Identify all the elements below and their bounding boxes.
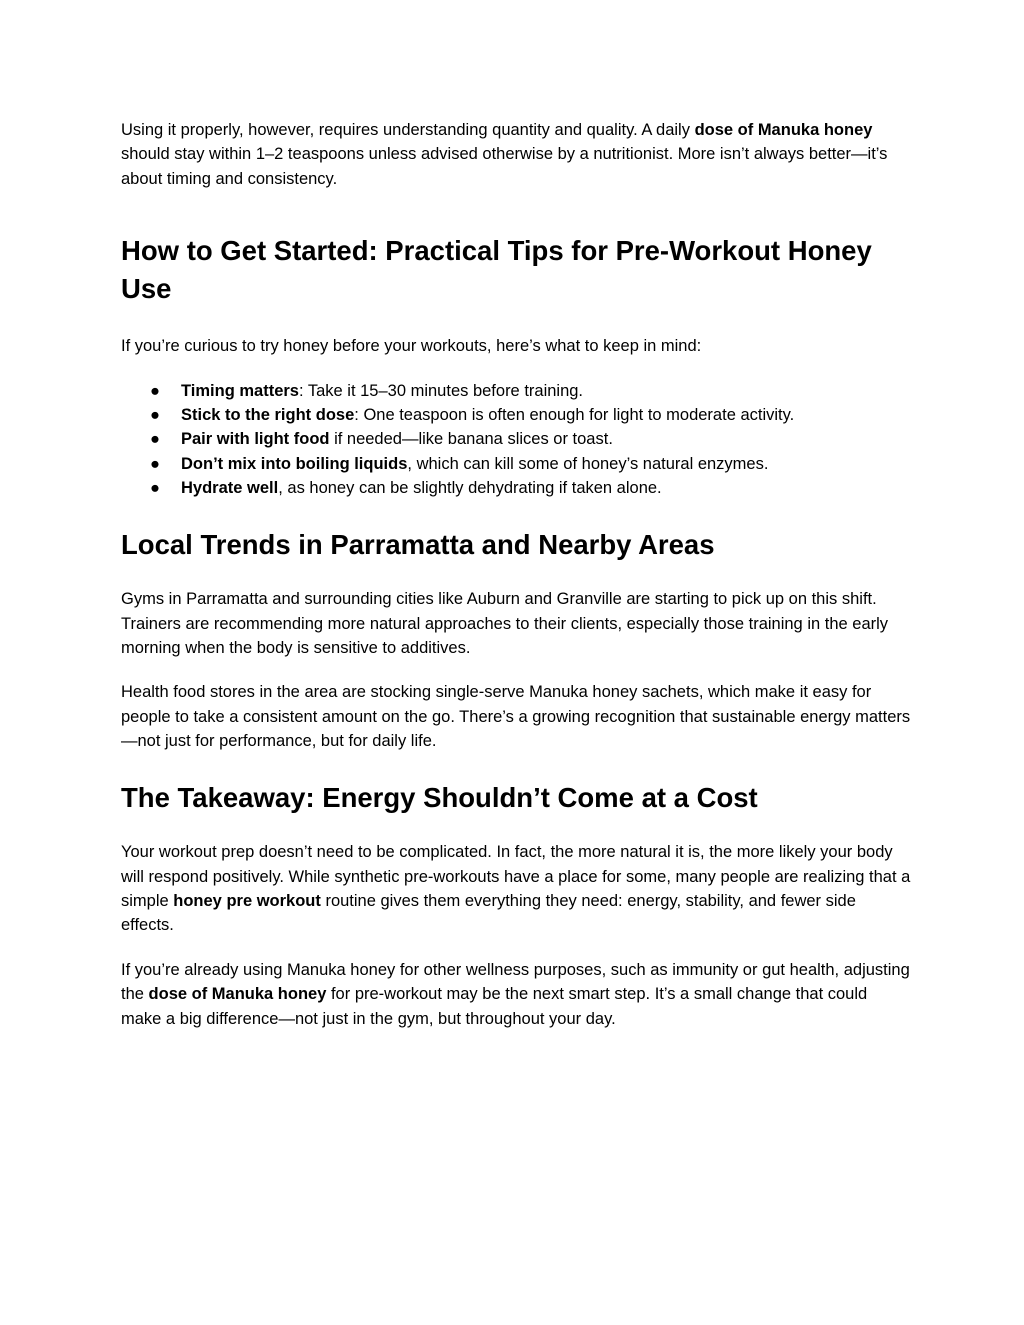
bullet-icon: ● bbox=[150, 454, 160, 473]
heading-get-started: How to Get Started: Practical Tips for Pre-Workout Honey Use bbox=[121, 235, 872, 304]
tip-text: , which can kill some of honey’s natural enzymes. bbox=[407, 454, 769, 473]
tip-text: if needed—like banana slices or toast. bbox=[329, 430, 613, 449]
intro-bold-keyword: dose of Manuka honey bbox=[694, 121, 873, 139]
list-item bbox=[121, 427, 911, 451]
dose-text-2: for pre-workout may be the next smart step. It’s a small change that could make a big difference—not just in the gym, but throughout your day. bbox=[121, 985, 868, 1028]
bullet-icon: ● bbox=[150, 406, 160, 425]
prep-text-1: Your workout prep doesn’t need to be complicated. In fact, the more natural it is, the more likely your body will respond positively. While synthetic pre-workouts have a place for some, many people are realizing that a simple bbox=[121, 843, 911, 910]
dose-bold-keyword: dose of Manuka honey bbox=[148, 985, 327, 1004]
tips-list bbox=[121, 379, 911, 501]
intro-text-1: Using it properly, however, requires understanding quantity and quality. A daily bbox=[121, 121, 695, 139]
tip-bold: Timing matters bbox=[181, 381, 299, 400]
prep-bold-keyword: honey pre workout bbox=[173, 891, 321, 910]
list-item bbox=[121, 403, 911, 427]
bullet-icon: ● bbox=[150, 430, 160, 449]
tip-text: : One teaspoon is often enough for light to moderate activity. bbox=[354, 406, 795, 425]
heading-takeaway: The Takeaway: Energy Shouldn’t Come at a Cost bbox=[121, 781, 758, 813]
tip-bold: Stick to the right dose bbox=[181, 406, 355, 425]
local-paragraph-gyms: Gyms in Parramatta and surrounding cities like Auburn and Granville are starting to pick up on this shift. Trainers are recommending more natural approaches to their clients, especially those training in the early morning when the body is sensitive to additives. bbox=[121, 590, 889, 657]
tips-intro-paragraph: If you’re curious to try honey before your workouts, here’s what to keep in mind: bbox=[121, 337, 702, 356]
tip-text: : Take it 15–30 minutes before training. bbox=[298, 381, 584, 400]
list-item bbox=[121, 379, 911, 403]
prep-text-2: routine gives them everything they need: energy, stability, and fewer side effects. bbox=[121, 891, 856, 935]
heading-local-trends: Local Trends in Parramatta and Nearby Areas bbox=[121, 528, 715, 560]
tip-bold: Hydrate well bbox=[181, 479, 279, 498]
takeaway-paragraph-dose bbox=[121, 958, 911, 1031]
dose-text-1: If you’re already using Manuka honey for other wellness purposes, such as immunity or gut health, adjusting the bbox=[121, 960, 910, 1004]
takeaway-paragraph-prep bbox=[121, 840, 911, 938]
tip-bold: Pair with light food bbox=[181, 430, 330, 449]
list-item bbox=[121, 452, 911, 476]
tip-bold: Don’t mix into boiling liquids bbox=[181, 454, 408, 473]
document-page bbox=[121, 118, 911, 1031]
tip-text: , as honey can be slightly dehydrating if taken alone. bbox=[278, 479, 662, 498]
local-paragraph-stores: Health food stores in the area are stocking single-serve Manuka honey sachets, which make it easy for people to take a consistent amount on the go. There’s a growing recognition that sustainable energy matters—not just for performance, but for daily life. bbox=[121, 683, 911, 751]
list-item bbox=[121, 476, 911, 500]
intro-text-2: should stay within 1–2 teaspoons unless advised otherwise by a nutritionist. More isn’t always better—it’s about timing and consistency. bbox=[121, 145, 888, 188]
intro-paragraph bbox=[121, 118, 911, 191]
bullet-icon: ● bbox=[150, 381, 160, 400]
bullet-icon: ● bbox=[150, 479, 160, 498]
